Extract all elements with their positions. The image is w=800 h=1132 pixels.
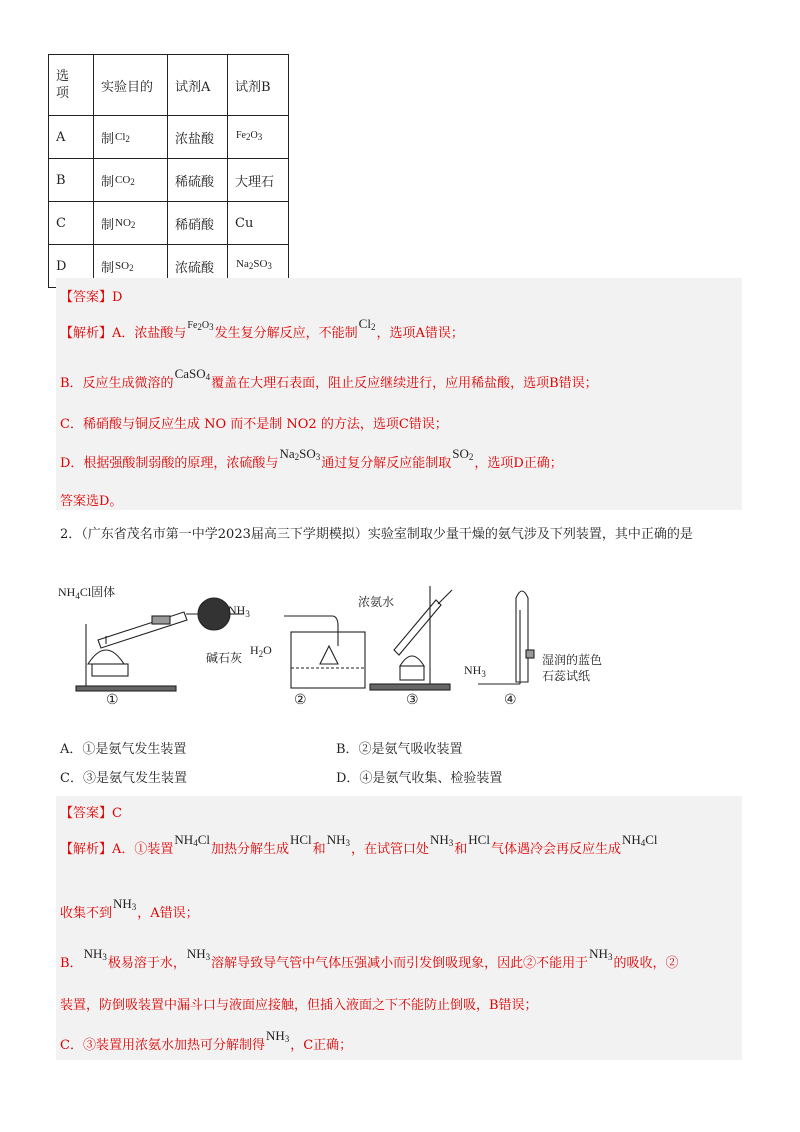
label-nh3-2: $NH_3$ — [228, 603, 250, 619]
formula-no2: $NO_2$ — [115, 216, 136, 230]
option-b[interactable]: B．②是氨气吸收装置 — [336, 742, 463, 757]
option-cell: C — [49, 202, 94, 245]
reagent-a-cell: 稀硫酸 — [168, 159, 228, 202]
apparatus-2 — [284, 616, 365, 688]
label-litmus-2: 石蕊试纸 — [542, 669, 591, 683]
reagent-a-cell: 浓硫酸 — [168, 245, 228, 288]
table-row — [49, 116, 289, 159]
analysis-2-a: 【解析】A．①装置$NH_4Cl$加热分解生成HCl和$NH_3$，在试管口处$NH_3$和HCl气体遇冷会再反应生成$NH_4Cl$ — [60, 832, 658, 857]
formula-so2: $SO_2$ — [452, 446, 474, 462]
options-table — [48, 54, 289, 288]
option-cell: B — [49, 159, 94, 202]
label-nh3-4: $NH_3$ — [464, 663, 486, 679]
formula-na2so3: $Na_2SO_3$ — [236, 257, 272, 271]
header-cell: 试剂A — [168, 55, 228, 116]
analysis-2-a2: 收集不到$NH_3$，A错误； — [60, 896, 199, 921]
label-num-4: ④ — [504, 693, 517, 708]
formula-cl2: $Cl_2$ — [358, 316, 376, 332]
formula-nh3: $NH_3$ — [265, 1028, 290, 1044]
label-soda-lime: 碱石灰 — [206, 651, 243, 665]
label-nh4cl-solid: $NH_4Cl$固体 — [58, 585, 116, 601]
label-num-2: ② — [294, 693, 307, 708]
apparatus-1 — [76, 598, 244, 691]
formula-nh3: $NH_3$ — [186, 946, 211, 962]
purpose-cell: 制$Cl_2$ — [94, 116, 168, 159]
analysis-1-d: D．根据强酸制弱酸的原理，浓硫酸与$Na_2SO_3$通过复分解反应能制取$SO_2$，选项D正确； — [60, 446, 563, 471]
table-row — [49, 202, 289, 245]
formula-nh3: $NH_3$ — [326, 832, 350, 848]
analysis-1-b: B．反应生成微溶的CaSO$_4$覆盖在大理石表面，阻止反应继续进行，应用稀盐酸，选项B错误； — [60, 366, 598, 391]
apparatus-figure — [58, 580, 638, 710]
header-cell: 实验目的 — [94, 55, 168, 116]
answer-1-line: 【答案】D — [60, 290, 123, 305]
formula-fe2o3: $Fe_2O_3$ — [236, 129, 263, 142]
analysis-1-a: 【解析】A．浓盐酸与$Fe_2O_3$发生复分解反应，不能制$Cl_2$，选项A错误； — [60, 316, 464, 341]
formula-nh3: $NH_3$ — [429, 832, 454, 848]
reagent-b-cell — [228, 116, 289, 159]
conclusion-1: 答案选D。 — [60, 494, 123, 509]
option-c[interactable]: C．③是氨气发生装置 — [60, 771, 187, 786]
formula-nh4cl: $NH_4Cl$ — [621, 832, 658, 848]
analysis-1-c: C．稀硝酸与铜反应生成 NO 而不是制 NO2 的方法，选项C错误； — [60, 417, 448, 432]
table-header-row — [49, 55, 289, 116]
formula-fe2o3: $Fe_2O_3$ — [187, 320, 214, 332]
answer-2-line: 【答案】C — [60, 806, 122, 821]
reagent-b-cell: 大理石 — [228, 159, 289, 202]
label-h2o: $H_2O$ — [250, 643, 272, 659]
label-litmus-1: 湿润的蓝色 — [542, 653, 603, 667]
option-a[interactable]: A．①是氨气发生装置 — [60, 742, 187, 757]
formula-caso4: CaSO$_4$ — [174, 366, 211, 382]
formula-nh4cl: $NH_4Cl$ — [174, 832, 210, 848]
reagent-a-cell: 稀硝酸 — [168, 202, 228, 245]
header-cell: 选项 — [49, 55, 94, 116]
option-cell: A — [49, 116, 94, 159]
formula-co2: $CO_2$ — [115, 173, 135, 187]
answer-1-block — [56, 278, 742, 510]
analysis-2-b: B．$NH_3$极易溶于水，$NH_3$溶解导致导气管中气体压强减小而引发倒吸现象，因此②不能用于$NH_3$的吸收，② — [60, 946, 679, 971]
header-cell: 试剂B — [228, 55, 289, 116]
purpose-cell: 制$NO_2$ — [94, 202, 168, 245]
analysis-2-c: C．③装置用浓氨水加热可分解制得$NH_3$，C正确； — [60, 1028, 353, 1053]
option-cell: D — [49, 245, 94, 288]
formula-nh3: $NH_3$ — [113, 896, 137, 912]
purpose-cell: 制$CO_2$ — [94, 159, 168, 202]
formula-na2so3: $Na_2SO_3$ — [279, 446, 321, 462]
label-num-1: ① — [106, 693, 119, 708]
reagent-b-cell: Cu — [228, 202, 289, 245]
analysis-2-b2: 装置，防倒吸装置中漏斗口与液面应接触，但插入液面之下不能防止倒吸，B错误； — [60, 998, 538, 1013]
formula-nh3: $NH_3$ — [589, 946, 613, 962]
table-row — [49, 159, 289, 202]
question-2-stem: 2．（广东省茂名市第一中学2023届高三下学期模拟）实验室制取少量干燥的氨气涉及下列装置，其中正确的是 — [60, 527, 693, 542]
option-d[interactable]: D．④是氨气收集、检验装置 — [336, 771, 503, 786]
reagent-a-cell: 浓盐酸 — [168, 116, 228, 159]
formula-hcl: HCl — [468, 832, 490, 847]
formula-cl2: $Cl_2$ — [115, 130, 130, 144]
apparatus-4 — [478, 591, 534, 684]
purpose-cell: 制$SO_2$ — [94, 245, 168, 288]
label-num-3: ③ — [406, 693, 419, 708]
formula-so2: $SO_2$ — [115, 259, 134, 273]
formula-nh3: $NH_3$ — [83, 946, 107, 962]
label-conc-ammonia: 浓氨水 — [358, 595, 395, 609]
formula-hcl: HCl — [290, 832, 312, 847]
